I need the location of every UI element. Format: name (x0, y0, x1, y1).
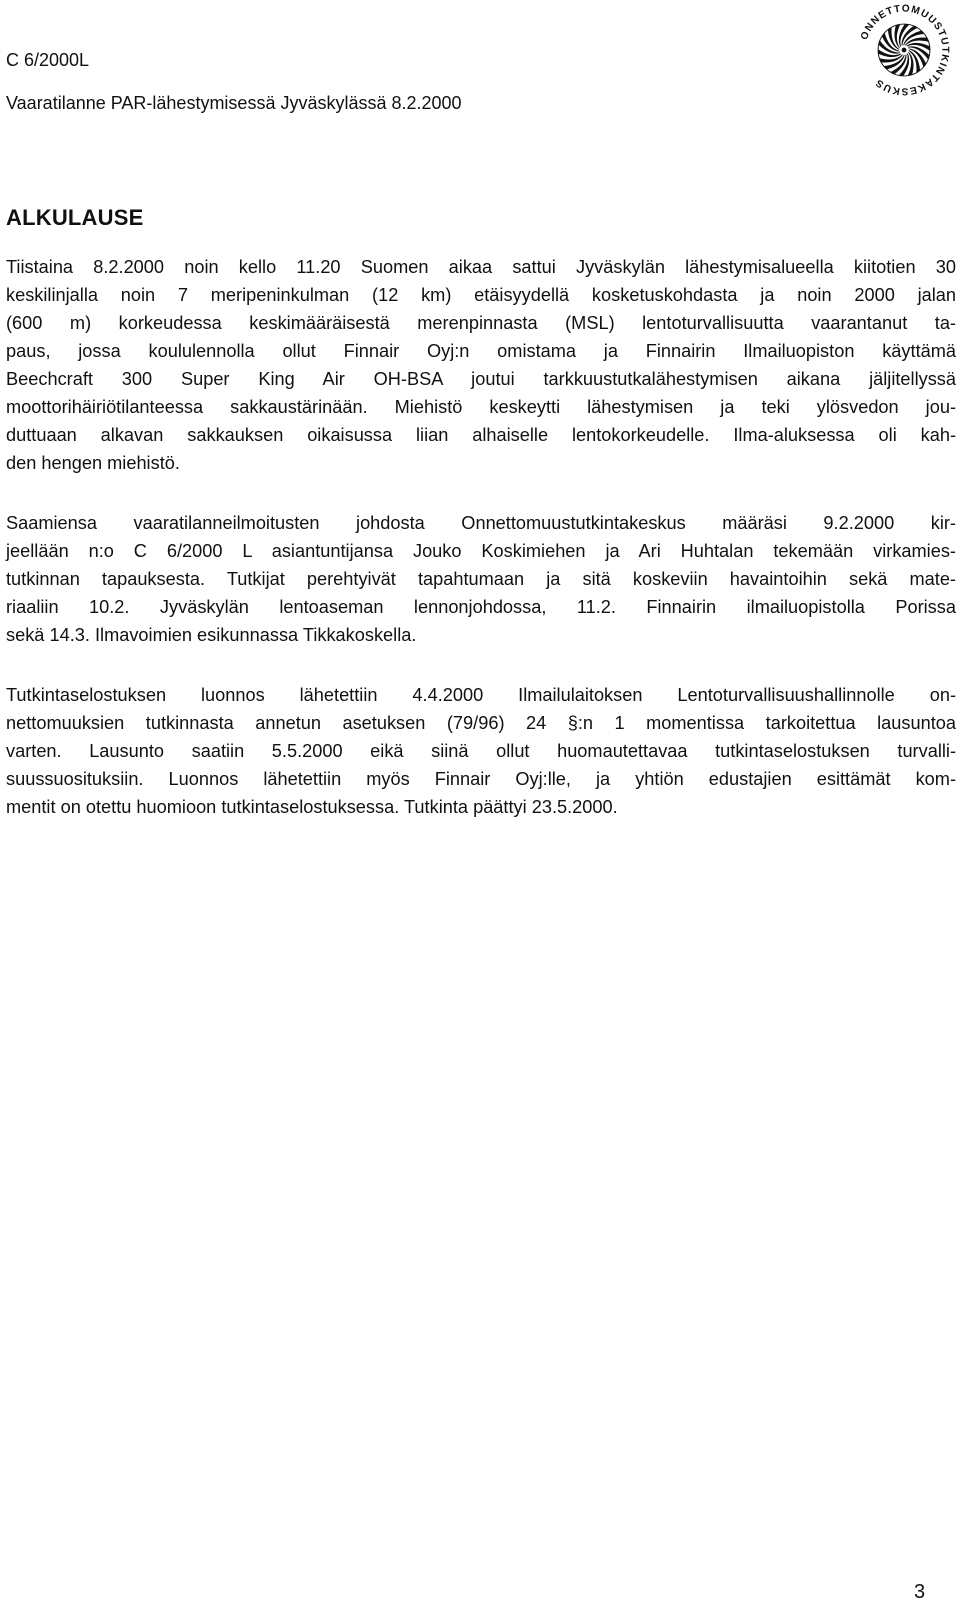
paragraph-line: Tiistaina 8.2.2000 noin kello 11.20 Suomen aikaa sattui Jyväskylän lähestymisalueella kiitotien 30 (6, 257, 956, 277)
investigation-centre-seal-icon (856, 2, 952, 98)
paragraph-line: paus, jossa koululennolla ollut Finnair Oyj:n omistama ja Finnairin Ilmailuopiston käyttämä (6, 341, 956, 361)
paragraph-line: moottorihäiriötilanteessa sakkaustärinään. Miehistö keskeytti lähestymisen ja teki ylösvedon jou- (6, 397, 956, 417)
paragraph-line: sekä 14.3. Ilmavoimien esikunnassa Tikkakoskella. (6, 625, 417, 645)
paragraph-line: duttuaan alkavan sakkauksen oikaisussa liian alhaiselle lentokorkeudelle. Ilma-aluksessa oli kah- (6, 425, 956, 445)
paragraph-line: keskilinjalla noin 7 meripeninkulman (12 km) etäisyydellä kosketuskohdasta ja noin 2000 jalan (6, 285, 956, 305)
paragraph-line: (600 m) korkeudessa keskimääräisestä merenpinnasta (MSL) lentoturvallisuutta vaarantanut ta- (6, 313, 956, 333)
draft-report-paragraph (6, 681, 956, 821)
paragraph-line: riaaliin 10.2. Jyväskylän lentoaseman lennonjohdossa, 11.2. Finnairin ilmailuopistolla Porissa (6, 597, 956, 617)
paragraph-line: den hengen miehistö. (6, 453, 180, 473)
paragraph-line: tutkinnan tapauksesta. Tutkijat perehtyivät tapahtumaan ja sitä koskeviin havaintoihin sekä mate- (6, 569, 956, 589)
investigation-paragraph (6, 509, 956, 649)
intro-paragraph (6, 253, 956, 477)
section-heading: ALKULAUSE (6, 205, 144, 230)
page-number: 3 (914, 1581, 926, 1603)
paragraph-line: varten. Lausunto saatiin 5.5.2000 eikä siinä ollut huomautettavaa tutkintaselostuksen turvalli- (6, 741, 956, 761)
paragraph-line: Saamiensa vaaratilanneilmoitusten johdosta Onnettomuustutkintakeskus määräsi 9.2.2000 kir- (6, 513, 956, 533)
paragraph-line: suussuosituksiin. Luonnos lähetettiin myös Finnair Oyj:lle, ja yhtiön edustajien esittämät kom- (6, 769, 956, 789)
seal-ring-text: ONNETTOMUUSTUTKINTAKESKUS (859, 3, 951, 97)
document-code: C 6/2000L (6, 50, 90, 70)
paragraph-line: nettomuuksien tutkinnasta annetun asetuksen (79/96) 24 §:n 1 momentissa tarkoitettua lausuntoa (6, 713, 956, 733)
paragraph-line: mentit on otettu huomioon tutkintaselostuksessa. Tutkinta päättyi 23.5.2000. (6, 797, 618, 817)
paragraph-line: Beechcraft 300 Super King Air OH-BSA joutui tarkkuustutkalähestymisen aikana jäljitellyssä (6, 369, 956, 389)
paragraph-line: Tutkintaselostuksen luonnos lähetettiin 4.4.2000 Ilmailulaitoksen Lentoturvallisuushallinnolle on- (6, 685, 956, 705)
document-subtitle: Vaaratilanne PAR-lähestymisessä Jyväskylässä 8.2.2000 (6, 93, 462, 113)
paragraph-line: jeellään n:o C 6/2000 L asiantuntijansa Jouko Koskimiehen ja Ari Huhtalan tekemään virkamies- (6, 541, 956, 561)
